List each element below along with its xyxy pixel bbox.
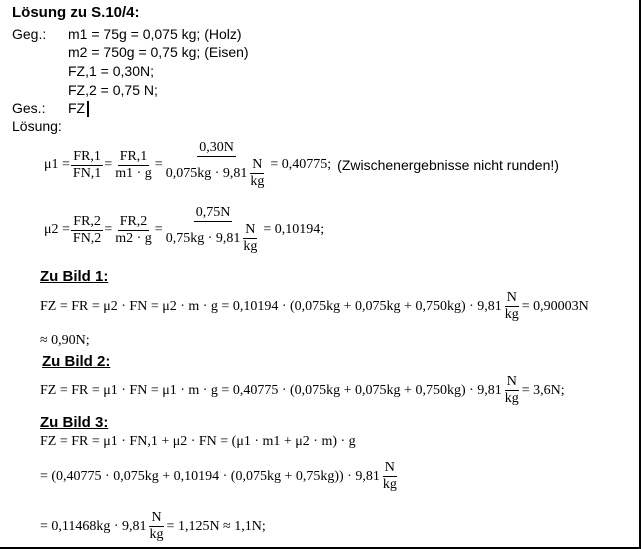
eq1-unit-fraction	[248, 157, 266, 190]
bild2-result: = 3,6N;	[521, 382, 565, 398]
equation-mu1	[44, 140, 559, 190]
eq2-f3-num: 0,75N	[195, 205, 231, 220]
eq2-fraction-2	[113, 214, 154, 247]
given-fz1: FZ,1 = 0,30N;	[68, 63, 154, 79]
bild2-unit-fraction	[503, 374, 521, 407]
bild2-line: FZ = FR = μ1 · FN = μ1 · m · g = 0,40775 · (0,075kg + 0,075kg + 0,750kg) · 9,81	[40, 382, 502, 398]
text-cursor	[87, 101, 89, 117]
eq1-f3-num: 0,30N	[199, 140, 234, 155]
given-m1: m1 = 75g = 0,075 kg; (Holz)	[68, 26, 242, 42]
eq1-f2-num: FR,1	[119, 148, 148, 164]
eq2-fraction-3	[164, 205, 263, 255]
eq1-f1-num: FR,1	[73, 148, 101, 164]
eq2-f2-den: m2 · g	[115, 230, 152, 246]
bild3-line1: FZ = FR = μ1 · FN,1 + μ2 · FN = (μ1 · m1 + μ2 · m) · g	[40, 434, 356, 449]
eq1-f3-den-text: 0,075kg · 9,81	[165, 165, 248, 181]
eq1-unit-num: N	[252, 157, 263, 172]
sought-label: Ges.:	[12, 100, 46, 116]
eq2-f3-den	[164, 222, 263, 255]
bild3-line2-unit-den: kg	[382, 477, 397, 492]
bild3-line3-unit-den: kg	[149, 527, 164, 542]
equation-mu2	[44, 205, 324, 255]
eq2-unit-fraction	[241, 222, 259, 255]
bild3-line2-unit-fraction	[381, 460, 399, 493]
eq2-equals-1: =	[104, 222, 113, 237]
eq2-f2-num: FR,2	[119, 213, 148, 229]
eq2-equals-2: =	[154, 222, 163, 237]
bild1-result: = 0,90003N	[521, 298, 589, 314]
bild3-line2	[40, 460, 400, 493]
eq1-fraction-2	[113, 149, 154, 182]
eq2-f1-den: FN,2	[72, 230, 102, 246]
eq1-f3-den	[164, 157, 270, 190]
solution-label: Lösung:	[12, 118, 62, 134]
eq2-lhs: μ2 =	[44, 222, 70, 237]
eq2-unit-den: kg	[243, 239, 258, 254]
eq2-f1-num: FR,2	[73, 213, 101, 229]
bild1-unit-den: kg	[504, 307, 519, 322]
eq1-lhs: μ1 =	[44, 157, 70, 172]
sought-value-text: FZ	[68, 100, 86, 116]
document-title: Lösung zu S.10/4:	[12, 4, 140, 21]
given-label: Geg.:	[12, 26, 47, 42]
given-m2: m2 = 750g = 0,75 kg; (Eisen)	[68, 44, 249, 60]
bild2-heading: Zu Bild 2:	[42, 353, 111, 370]
sought-value[interactable]	[68, 100, 89, 117]
eq1-f1-den: FN,1	[72, 165, 102, 181]
bild3-heading: Zu Bild 3:	[40, 414, 109, 431]
bild3-line2-text: = (0,40775 · 0,075kg + 0,10194 · (0,075kg + 0,75kg)) · 9,81	[40, 468, 380, 484]
bild3-line3-unit-num: N	[151, 510, 162, 525]
eq1-equals-1: =	[104, 157, 113, 172]
eq1-f2-den: m1 · g	[115, 165, 152, 181]
given-fz2: FZ,2 = 0,75 N;	[68, 82, 158, 98]
eq2-fraction-1	[71, 214, 103, 247]
bild2-unit-num: N	[506, 374, 517, 389]
eq2-result: = 0,10194;	[263, 222, 325, 237]
eq1-fraction-1	[71, 149, 103, 182]
eq1-result: = 0,40775;	[270, 157, 332, 172]
bild1-line: FZ = FR = μ2 · FN = μ2 · m · g = 0,10194 · (0,075kg + 0,075kg + 0,750kg) · 9,81	[40, 298, 502, 314]
eq1-note: (Zwischenergebnisse nicht runden!)	[337, 157, 559, 173]
bild2-equation	[40, 374, 565, 407]
bild1-equation	[40, 290, 589, 323]
eq1-equals-2: =	[154, 157, 163, 172]
bild3-line3-b: = 1,125N ≈ 1,1N;	[166, 518, 266, 534]
eq1-fraction-3	[164, 140, 270, 190]
bild2-unit-den: kg	[504, 391, 519, 406]
eq2-f3-den-text: 0,75kg · 9,81	[165, 230, 241, 246]
bild1-heading: Zu Bild 1:	[40, 268, 109, 285]
bild1-unit-num: N	[506, 290, 517, 305]
bild1-approx: ≈ 0,90N;	[40, 333, 90, 348]
bild3-line3-unit-fraction	[148, 510, 166, 543]
bild1-unit-fraction	[503, 290, 521, 323]
bild3-line3	[40, 510, 266, 543]
bild3-line3-a: = 0,11468kg · 9,81	[40, 518, 147, 534]
bild3-line2-unit-num: N	[384, 460, 395, 475]
eq1-unit-den: kg	[250, 174, 265, 189]
eq2-unit-num: N	[245, 222, 256, 237]
